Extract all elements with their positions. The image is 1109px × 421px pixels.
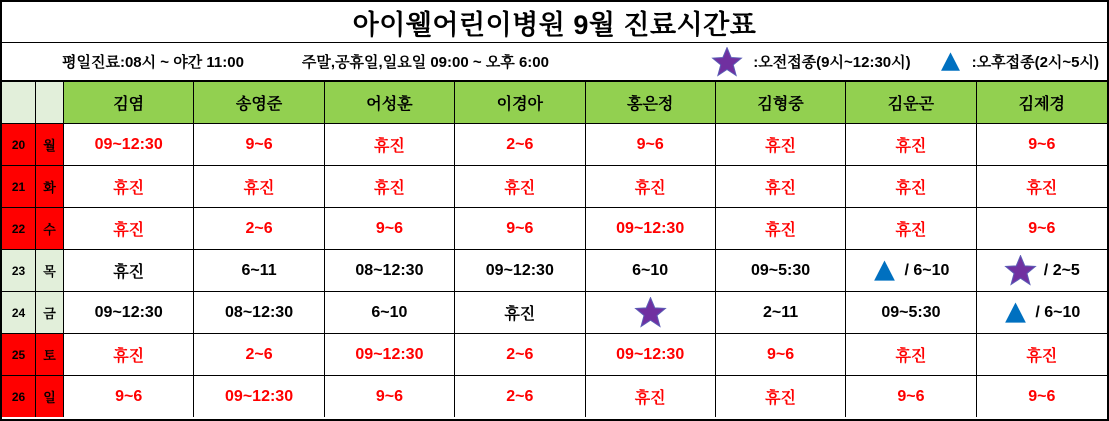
schedule-cell-text: 휴진: [895, 180, 927, 197]
schedule-cell-text: 휴진: [1026, 180, 1058, 197]
schedule-cell: [325, 292, 455, 334]
info-row: [2, 43, 1107, 82]
schedule-cell-text: 휴진: [1026, 348, 1058, 365]
schedule-cell-text: 2~6: [506, 135, 534, 153]
schedule-cell: [325, 376, 455, 417]
schedule-cell: [455, 376, 585, 417]
schedule-cell: [455, 124, 585, 166]
schedule-cell-text: / 6~10: [1035, 303, 1081, 321]
schedule-cell-text: 9~6: [245, 135, 273, 153]
schedule-cell-text: 휴진: [504, 180, 536, 197]
page-title: 아이웰어린이병원 9월 진료시간표: [352, 9, 757, 40]
schedule-table: [2, 82, 1107, 417]
schedule-cell-text: 09~5:30: [750, 261, 811, 279]
schedule-cell: [977, 292, 1107, 334]
schedule-cell-text: / 6~10: [904, 261, 950, 279]
schedule-cell-text: 9~6: [1028, 387, 1056, 405]
legend: [711, 47, 1099, 77]
schedule-cell-text: 09~12:30: [616, 219, 685, 237]
day-cell: 금: [36, 292, 64, 334]
weekday-hours-text: 평일진료:08시 ~ 야간 11:00: [62, 54, 244, 71]
schedule-cell-text: 9~6: [375, 387, 403, 405]
schedule-cell: [455, 166, 585, 208]
schedule-cell: [846, 334, 976, 376]
schedule-cell-text: 9~6: [375, 219, 403, 237]
schedule-cell-text: 2~6: [245, 345, 273, 363]
schedule-cell: [64, 166, 194, 208]
day-cell: 화: [36, 166, 64, 208]
schedule-cell-text: 9~6: [506, 219, 534, 237]
schedule-cell: [977, 124, 1107, 166]
schedule-cell-text: 9~6: [1028, 219, 1056, 237]
header-date-corner: [2, 82, 36, 124]
schedule-cell: [586, 208, 716, 250]
schedule-cell-text: 휴진: [765, 180, 797, 197]
triangle-icon: [939, 51, 962, 72]
schedule-cell-text: 6~10: [632, 261, 669, 279]
date-cell: 24: [2, 292, 36, 334]
legend-item-afternoon-vaccination: [939, 51, 1099, 72]
schedule-cell: [716, 166, 846, 208]
schedule-cell-text: 휴진: [895, 222, 927, 239]
schedule-cell-text: 휴진: [113, 264, 145, 281]
date-cell: 25: [2, 334, 36, 376]
triangle-icon: [872, 259, 897, 282]
schedule-cell-text: 9~6: [766, 345, 795, 363]
schedule-cell-text: 09~12:30: [94, 303, 163, 321]
schedule-cell: [846, 208, 976, 250]
schedule-cell: [716, 292, 846, 334]
schedule-cell-text: 09~12:30: [616, 345, 685, 363]
schedule-cell: [586, 250, 716, 292]
legend-afternoon-label: :오후접종(2시~5시): [971, 54, 1099, 71]
schedule-cell-text: 휴진: [765, 390, 797, 407]
star-icon: [1004, 255, 1037, 286]
schedule-cell: [64, 250, 194, 292]
schedule-cell-text: 9~6: [1028, 135, 1056, 153]
schedule-cell-text: 휴진: [504, 306, 536, 323]
schedule-cell: [194, 292, 324, 334]
schedule-cell: [325, 166, 455, 208]
day-cell: 토: [36, 334, 64, 376]
date-cell: 23: [2, 250, 36, 292]
schedule-cell: [325, 124, 455, 166]
date-cell: 20: [2, 124, 36, 166]
schedule-cell: [64, 124, 194, 166]
schedule-cell: [455, 250, 585, 292]
schedule-cell: [64, 376, 194, 417]
schedule-cell: [846, 250, 976, 292]
legend-item-morning-vaccination: [711, 47, 910, 77]
schedule-cell: [716, 376, 846, 417]
schedule-cell-text: 휴진: [895, 348, 927, 365]
title-row: [2, 2, 1107, 43]
schedule-cell-text: 2~11: [762, 303, 799, 321]
schedule-cell: [977, 334, 1107, 376]
schedule-cell: [194, 376, 324, 417]
schedule-cell: [455, 208, 585, 250]
schedule-cell-text: 09~5:30: [881, 303, 941, 321]
doctor-header: 어성훈: [325, 82, 455, 124]
schedule-cell-text: 휴진: [634, 180, 666, 197]
schedule-cell: [586, 376, 716, 417]
doctor-header: 김형중: [716, 82, 846, 124]
schedule-cell: [325, 250, 455, 292]
day-cell: 수: [36, 208, 64, 250]
schedule-cell-text: 09~12:30: [225, 387, 294, 405]
schedule-cell: [325, 208, 455, 250]
schedule-cell-text: 휴진: [373, 138, 405, 155]
schedule-cell-text: 08~12:30: [225, 303, 294, 321]
schedule-cell: [977, 250, 1107, 292]
header-day-corner: [36, 82, 64, 124]
schedule-cell: [977, 166, 1107, 208]
schedule-cell-text: 9~6: [897, 387, 925, 405]
date-cell: 21: [2, 166, 36, 208]
doctor-header: 송영준: [194, 82, 324, 124]
schedule-cell: [846, 292, 976, 334]
schedule-cell-text: 9~6: [636, 135, 664, 153]
schedule-cell-text: 휴진: [895, 138, 927, 155]
doctor-header: 김제경: [977, 82, 1107, 124]
schedule-cell: [586, 292, 716, 334]
schedule-cell-text: 휴진: [765, 138, 797, 155]
schedule-cell-text: 09~12:30: [94, 135, 163, 153]
doctor-header: 김염: [64, 82, 194, 124]
legend-morning-label: :오전접종(9시~12:30시): [753, 54, 911, 71]
schedule-cell-text: 휴진: [243, 180, 275, 197]
schedule-cell-text: 휴진: [113, 222, 145, 239]
schedule-cell-text: 휴진: [765, 222, 797, 239]
doctor-header: 김운곤: [846, 82, 976, 124]
doctor-header: 홍은정: [586, 82, 716, 124]
schedule-cell-text: 휴진: [634, 390, 666, 407]
schedule-cell: [586, 124, 716, 166]
day-cell: 일: [36, 376, 64, 417]
schedule-cell-text: 2~6: [245, 219, 273, 237]
schedule-cell: [716, 124, 846, 166]
schedule-cell-text: 휴진: [373, 180, 405, 197]
schedule-cell-text: 08~12:30: [355, 261, 424, 279]
schedule-cell-text: 09~12:30: [355, 345, 424, 363]
schedule-cell: [194, 208, 324, 250]
schedule-cell: [194, 250, 324, 292]
schedule-cell: [64, 334, 194, 376]
doctor-header: 이경아: [455, 82, 585, 124]
schedule-cell: [64, 292, 194, 334]
schedule-cell: [586, 334, 716, 376]
schedule-cell-text: 9~6: [115, 387, 143, 405]
day-cell: 목: [36, 250, 64, 292]
triangle-icon: [1003, 301, 1028, 324]
schedule-cell: [846, 124, 976, 166]
date-cell: 22: [2, 208, 36, 250]
schedule-cell: [325, 334, 455, 376]
schedule-cell-text: / 2~5: [1043, 261, 1080, 279]
star-icon: [711, 47, 743, 77]
schedule-cell: [846, 166, 976, 208]
day-cell: 월: [36, 124, 64, 166]
schedule-cell: [455, 292, 585, 334]
schedule-cell: [716, 250, 846, 292]
schedule-cell: [716, 208, 846, 250]
schedule-cell: [977, 376, 1107, 417]
schedule-cell-text: 2~6: [506, 345, 534, 363]
schedule-cell-text: 09~12:30: [485, 261, 554, 279]
weekend-hours-text: 주말,공휴일,일요일 09:00 ~ 오후 6:00: [301, 54, 549, 71]
schedule-cell: [977, 208, 1107, 250]
schedule-cell: [194, 166, 324, 208]
schedule-cell-text: 2~6: [506, 387, 534, 405]
schedule-cell: [455, 334, 585, 376]
schedule-cell: [846, 376, 976, 417]
schedule-cell-text: 휴진: [113, 348, 145, 365]
star-icon: [634, 297, 667, 328]
schedule-cell-text: 6~11: [241, 261, 277, 279]
schedule-cell-text: 6~10: [371, 303, 408, 321]
date-cell: 26: [2, 376, 36, 417]
schedule-cell: [194, 124, 324, 166]
schedule-cell-text: 휴진: [113, 180, 145, 197]
schedule-cell: [194, 334, 324, 376]
schedule-cell: [64, 208, 194, 250]
schedule-cell: [716, 334, 846, 376]
schedule-cell: [586, 166, 716, 208]
